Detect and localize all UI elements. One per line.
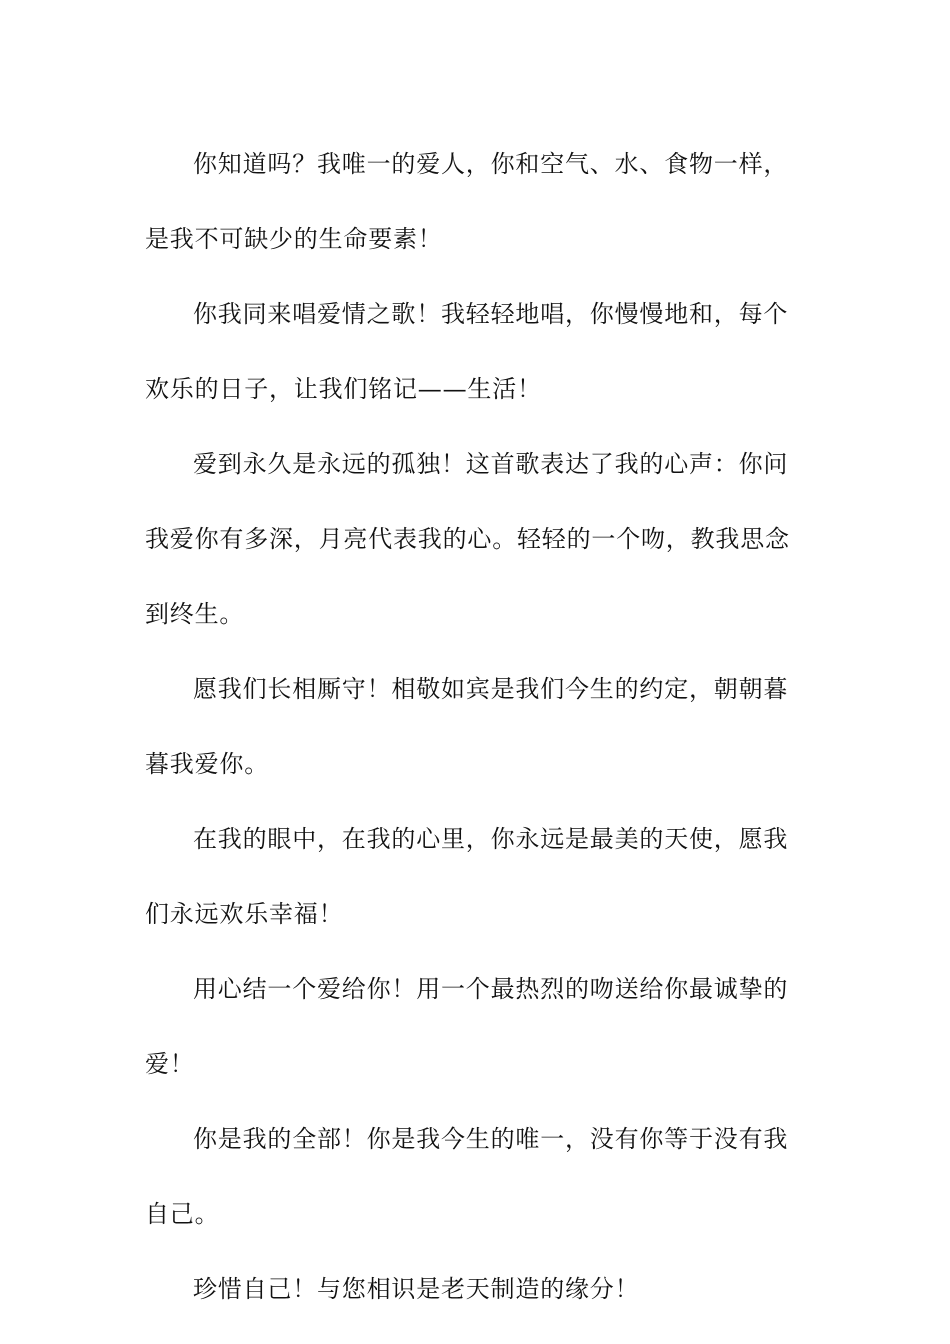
paragraph-1: 你知道吗？我唯一的爱人，你和空气、水、食物一样，是我不可缺少的生命要素！ [145, 150, 789, 253]
document-body [145, 127, 805, 1327]
paragraph-8: 珍惜自己！与您相识是老天制造的缘分！ [193, 1275, 640, 1303]
paragraph-6: 用心结一个爱给你！用一个最热烈的吻送给你最诚挚的爱！ [145, 975, 789, 1078]
paragraph-5: 在我的眼中，在我的心里，你永远是最美的天使，愿我们永远欢乐幸福！ [145, 825, 789, 928]
paragraph-7: 你是我的全部！你是我今生的唯一，没有你等于没有我自己。 [145, 1125, 789, 1228]
paragraph-4: 愿我们长相厮守！相敬如宾是我们今生的约定，朝朝暮暮我爱你。 [145, 675, 789, 778]
paragraph-3: 爱到永久是永远的孤独！这首歌表达了我的心声：你问我爱你有多深，月亮代表我的心。轻轻的一个吻，教我思念到终生。 [145, 450, 790, 628]
paragraph-2: 你我同来唱爱情之歌！我轻轻地唱，你慢慢地和，每个欢乐的日子，让我们铭记——生活！ [145, 300, 789, 403]
